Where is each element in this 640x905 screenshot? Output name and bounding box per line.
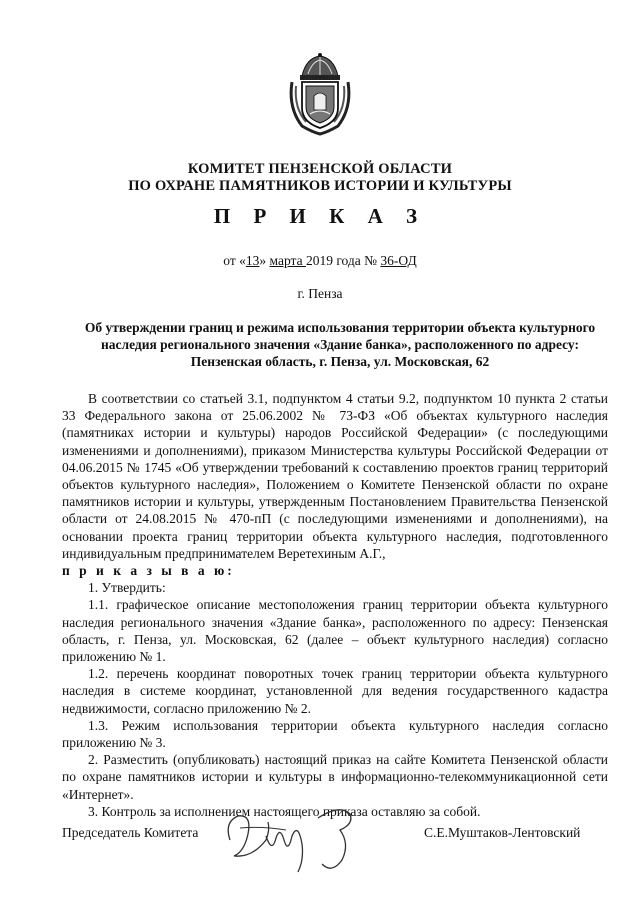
handwritten-signature — [222, 800, 372, 878]
org-name-line-1: КОМИТЕТ ПЕНЗЕНСКОЙ ОБЛАСТИ — [187, 161, 453, 177]
item-1-1: 1.1. графическое описание местоположения границ территории объекта культурного наследия регионального значения «Здание банка», расположенного по адресу: Пензенская область, г. Пенза, ул. Московская, 62 (далее – объект культурного наследия) согласно приложению № 1. — [62, 597, 608, 665]
item-2: 2. Разместить (опубликовать) настоящий приказ на сайте Комитета Пензенской области по охране памятников истории и культуры в информационно-телекоммуникационной сети «Интернет». — [62, 752, 608, 802]
signatory-name: С.Е.Муштаков-Лентовский — [424, 825, 581, 840]
item-3: 3. Контроль за исполнением настоящего приказа оставляю за собой. — [88, 803, 481, 819]
order-number: 36-ОД — [380, 253, 417, 268]
org-name-line-2: ПО ОХРАНЕ ПАМЯТНИКОВ ИСТОРИИ И КУЛЬТУРЫ — [128, 178, 512, 194]
preamble-paragraph — [62, 390, 608, 562]
order-subject: Об утверждении границ и режима использования территории объекта культурного наследия регионального значения «Здание банка», расположенного по адресу: Пензенская область, г. Пенза, ул. Московская, 62 — [84, 320, 596, 369]
date-mid: » — [259, 253, 270, 268]
date-year: 2019 года № — [305, 253, 381, 268]
order-body — [62, 390, 608, 820]
item-1: 1. Утвердить: — [88, 580, 166, 596]
city-name: г. Пенза — [297, 286, 343, 301]
date-prefix: от « — [223, 253, 246, 268]
signatory-position: Председатель Комитета — [62, 825, 199, 840]
item-1-3: 1.3. Режим использования территории объекта культурного наследия согласно приложению № 3. — [62, 717, 608, 751]
item-1-2: 1.2. перечень координат поворотных точек границ территории объекта культурного наследия в системе координат, установленной для ведения государственного кадастра недвижимости, согласно приложению № 2. — [62, 666, 608, 716]
date-month: марта — [269, 253, 306, 268]
document-title: П Р И К А З — [213, 204, 427, 228]
orders-paragraph — [62, 562, 608, 579]
coat-of-arms-emblem — [286, 52, 354, 136]
orders-word: п р и к а з ы в а ю: — [62, 563, 235, 579]
preamble-text: В соответствии со статьей 3.1, подпунктом 4 статьи 9.2, подпунктом 10 пункта 2 статьи 33 Федерального закона от 25.06.2002 № 73-ФЗ «Об объектах культурного наследия (памятниках истории и культуры) народов Российской Федерации» (с последующими изменениями и дополнениями), приказом Министерства культуры Российской Федерации от 04.06.2015 № 1745 «Об утверждении требований к составлению проектов границ территорий объектов культурного наследия», Положением о Комитете Пензенской области по охране памятников истории и культуры, утвержденным Постановлением Правительства Пензенской области от 24.08.2015 № 470-пП (с последующими изменениями и дополнениями), на основании проекта границ территории объекта культурного наследия, подготовленного индивидуальным предпринимателем Веретехиным А.Г., — [62, 391, 608, 561]
date-number-line — [0, 253, 640, 269]
date-day: 13 — [245, 253, 260, 268]
